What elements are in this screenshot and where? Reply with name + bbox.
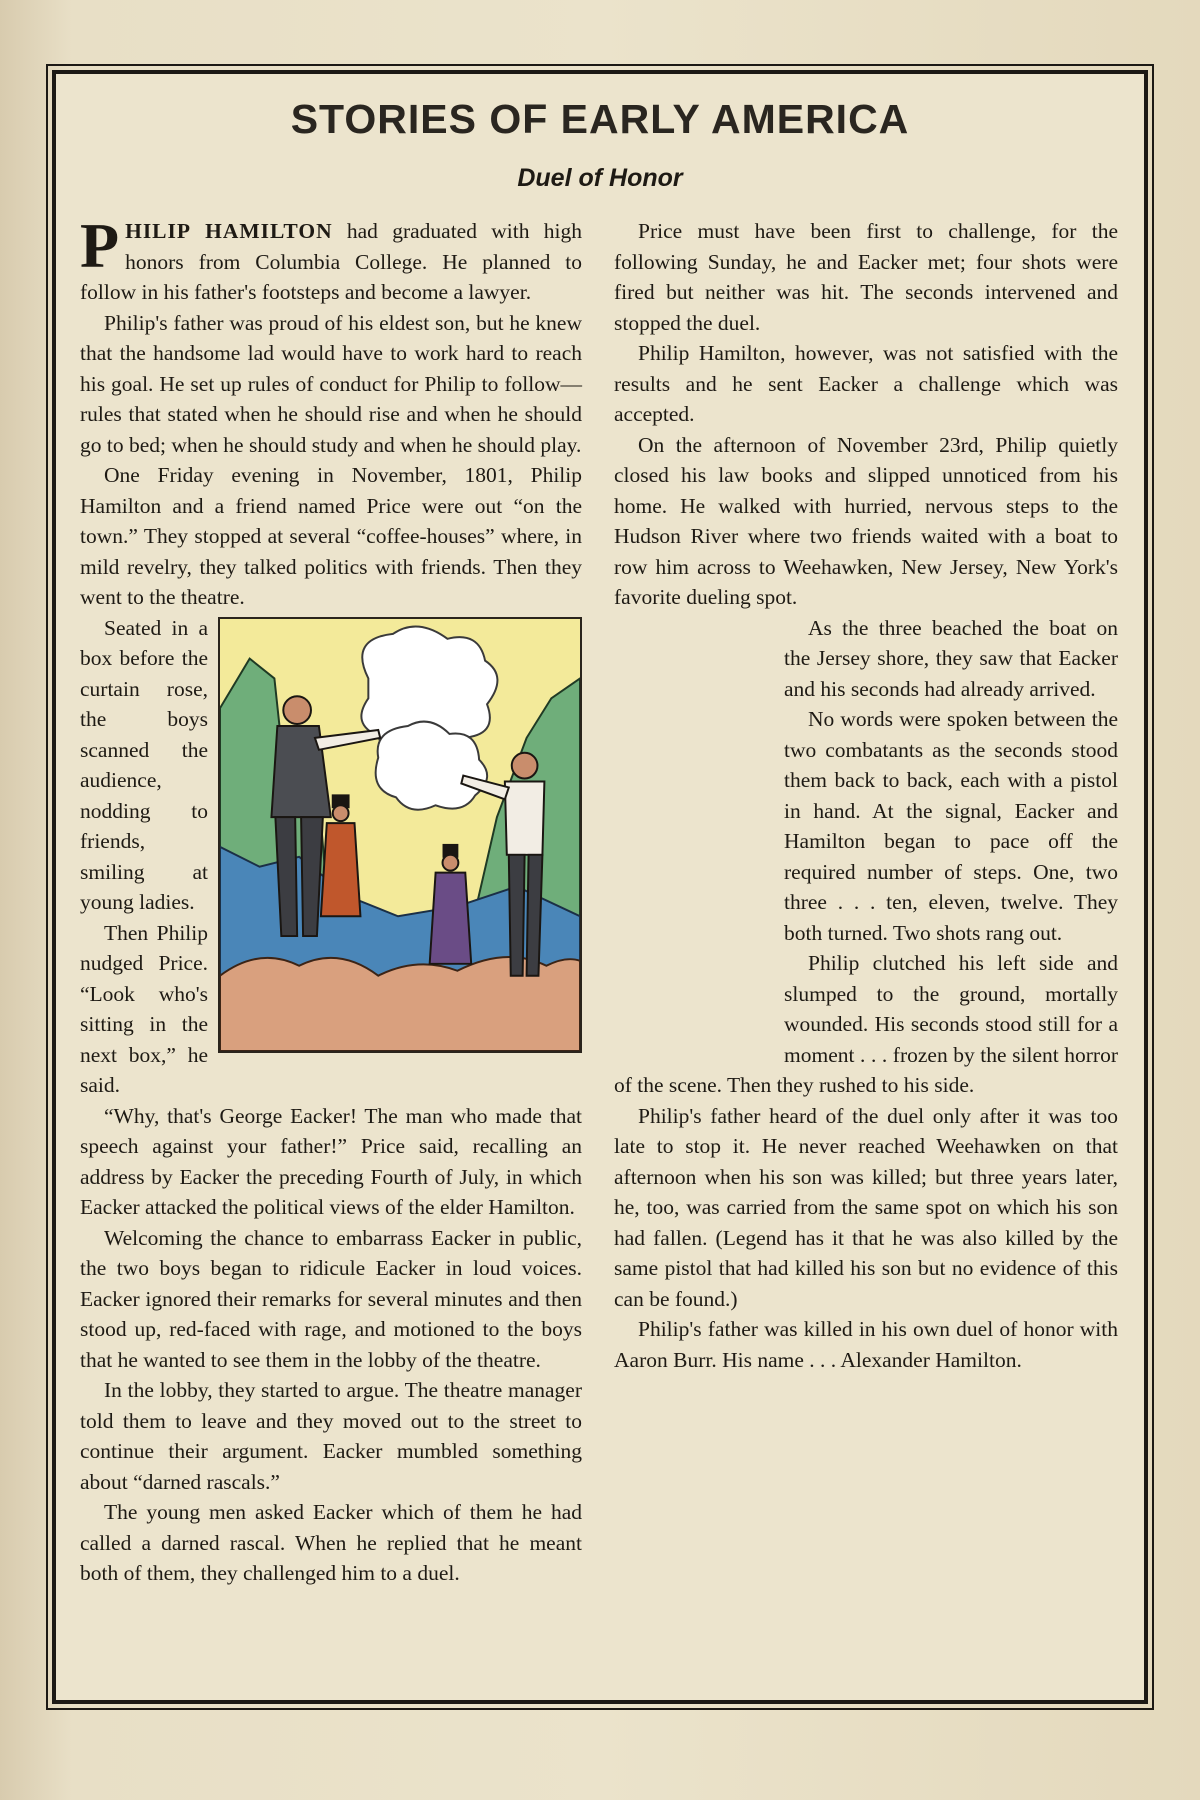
paragraph-1-text: had graduated with high honors from Columbia College. He planned to follow in his father's footsteps and become a lawyer. (80, 219, 582, 304)
paragraph-11: Philip Hamilton, however, was not satisfied with the results and he sent Eacker a challenge which was accepted. (614, 341, 1118, 426)
paragraph-4: Seated in a box before the curtain rose, the boys scanned the audience, nodding to friends, smiling at young ladies. (80, 615, 208, 914)
second-red-coat (321, 823, 361, 916)
paragraph-9: The young men asked Eacker which of them he had called a darned rascal. When he replied that he meant both of them, they challenged him to a duel. (80, 1500, 582, 1585)
paragraph-15: Philip clutched his left side and slumped to the ground, mortally wounded. His seconds stood still for a moment . . . frozen by the silent horror of the scene. Then they rushed to his side. (614, 951, 1118, 1097)
second-red-head (333, 805, 349, 821)
paragraph-3: One Friday evening in November, 1801, Philip Hamilton and a friend named Price were out “on the town.” They stopped at several “coffee-houses” where, in mild revelry, they talked politics with friends. Then they went to the theatre. (80, 463, 582, 609)
paragraph-10: Price must have been first to challenge, for the following Sunday, he and Eacker met; four shots were fired but neither was hit. The seconds intervened and stopped the duel. (614, 219, 1118, 335)
paragraph-13: As the three beached the boat on the Jersey shore, they saw that Eacker and his seconds had already arrived. (784, 615, 1118, 701)
duelist-left-head (283, 696, 311, 724)
paragraph-7: Welcoming the chance to embarrass Eacker in public, the two boys began to ridicule Eacker in loud voices. Eacker ignored their remarks for several minutes and then stood up, red-faced with rage, and motioned to the boys that he wanted to see them in the lobby of the theatre. (80, 1225, 582, 1372)
page-title: STORIES OF EARLY AMERICA (290, 96, 910, 142)
illustration-spacer (412, 617, 776, 1053)
paragraph-8: In the lobby, they started to argue. The theatre manager told them to leave and they moved out to the street to continue their argument. Eacker mumbled something about “darned rascals.” (80, 1378, 582, 1494)
paragraph-1 (80, 210, 582, 308)
story-subtitle: Duel of Honor (517, 164, 683, 192)
paragraph-16: Philip's father heard of the duel only after it was too late to stop it. He never reached Weehawken on that afternoon when his son was killed; but three years later, he, too, was carried from the same spot on which his son had fallen. (Legend has it that he was also killed by the same pistol that had killed his son but no evidence of this can be found.) (614, 1103, 1118, 1311)
drop-cap: P (80, 210, 120, 281)
paragraph-2: Philip's father was proud of his eldest son, but he knew that the handsome lad would have to work hard to reach his goal. He set up rules of conduct for Philip to follow—rules that stated when he should rise and when he should go to bed; when he should study and when he should play. (80, 310, 582, 457)
paragraph-5: Then Philip nudged Price. “Look who's sitting in the next box,” he said. (80, 920, 208, 1097)
right-column (614, 216, 1118, 1375)
paragraph-6: “Why, that's George Eacker! The man who made that speech against your father!” Price said, recalling an address by Eacker the preceding Fourth of July, in which Eacker attacked the political views of the elder Hamilton. (80, 1103, 582, 1219)
story-frame (52, 70, 1148, 1704)
paragraph-17: Philip's father was killed in his own duel of honor with Aaron Burr. His name . . . Alexander Hamilton. (614, 1317, 1118, 1372)
paragraph-12: On the afternoon of November 23rd, Philip quietly closed his law books and slipped unnoticed from his home. He walked with hurried, nervous steps to the Hudson River where two friends waited with a boat to row him across to Weehawken, New Jersey, New York's favorite dueling spot. (614, 432, 1118, 609)
paragraph-14: No words were spoken between the two combatants as the seconds stood them back to back, each with a pistol in hand. At the signal, Eacker and Hamilton began to pace off the required number of steps. One, two three . . . ten, eleven, twelve. They both turned. Two shots rang out. (784, 707, 1118, 945)
lead-text: HILIP HAMILTON (125, 219, 333, 243)
